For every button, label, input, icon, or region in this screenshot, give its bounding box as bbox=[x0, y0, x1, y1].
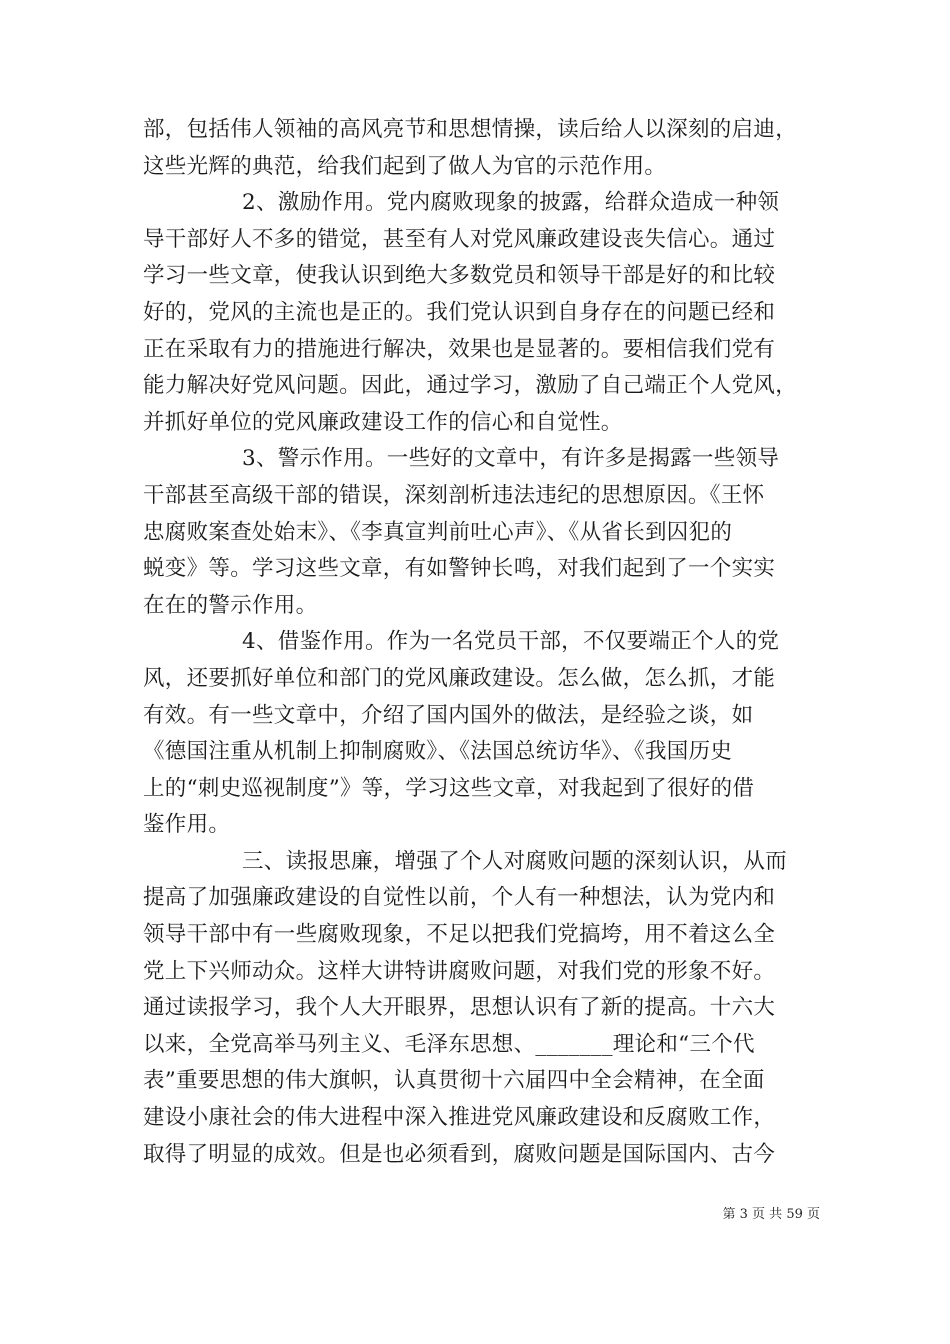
text-line: 提高了加强廉政建设的自觉性以前，个人有一种想法，认为党内和 bbox=[143, 885, 776, 911]
text-line: 有效。有一些文章中，介绍了国内国外的做法，是经验之谈，如 bbox=[143, 702, 754, 728]
text-line: 《德国注重从机制上抑制腐败》、《法国总统访华》、《我国历史 bbox=[143, 739, 733, 765]
text-line: 在在的警示作用。 bbox=[143, 592, 318, 618]
text-line: 4、借鉴作用。作为一名党员干部，不仅要端正个人的党 bbox=[242, 629, 780, 655]
text-line: 忠腐败案查处始末》、《李真宣判前吐心声》、《从省长到囚犯的 bbox=[143, 519, 733, 545]
text-line: 表”重要思想的伟大旗帜，认真贯彻十六届四中全会精神，在全面 bbox=[143, 1068, 765, 1094]
text-line: 以来，全党高举马列主义、毛泽东思想、_______理论和“三个代 bbox=[143, 1031, 755, 1057]
text-line: 取得了明显的成效。但是也必须看到，腐败问题是国际国内、古今 bbox=[143, 1141, 776, 1167]
text-line: 这些光辉的典范，给我们起到了做人为官的示范作用。 bbox=[143, 153, 667, 179]
text-line: 部，包括伟人领袖的高风亮节和思想情操，读后给人以深刻的启迪， bbox=[143, 117, 798, 142]
text-line: 建设小康社会的伟大进程中深入推进党风廉政建设和反腐败工作， bbox=[143, 1105, 776, 1131]
text-line: 好的，党风的主流也是正的。我们党认识到自身存在的问题已经和 bbox=[143, 299, 776, 325]
text-line: 干部甚至高级干部的错误，深刻剖析违法违纪的思想原因。《王怀 bbox=[143, 482, 765, 508]
text-line: 2、激励作用。党内腐败现象的披露，给群众造成一种领 bbox=[242, 190, 780, 216]
text-line: 领导干部中有一些腐败现象，不足以把我们党搞垮，用不着这么全 bbox=[143, 922, 776, 948]
text-line: 并抓好单位的党风廉政建设工作的信心和自觉性。 bbox=[143, 409, 623, 435]
body-text bbox=[143, 112, 823, 1173]
text-line: 正在采取有力的措施进行解决，效果也是显著的。要相信我们党有 bbox=[143, 336, 776, 362]
text-line: 党上下兴师动众。这样大讲特讲腐败问题，对我们党的形象不好。 bbox=[143, 958, 776, 984]
text-line: 3、警示作用。一些好的文章中，有许多是揭露一些领导 bbox=[242, 446, 780, 472]
text-line: 能力解决好党风问题。因此，通过学习，激励了自己端正个人党风， bbox=[143, 373, 798, 399]
text-line: 风，还要抓好单位和部门的党风廉政建设。怎么做，怎么抓，才能 bbox=[143, 665, 776, 691]
text-line: 上的“刺史巡视制度”》等，学习这些文章，对我起到了很好的借 bbox=[143, 775, 755, 801]
text-line: 三、读报思廉，增强了个人对腐败问题的深刻认识，从而 bbox=[242, 848, 788, 874]
text-line: 鉴作用。 bbox=[143, 812, 231, 838]
text-line: 蜕变》等。学习这些文章，有如警钟长鸣，对我们起到了一个实实 bbox=[143, 556, 776, 582]
text-line: 通过读报学习，我个人大开眼界，思想认识有了新的提高。十六大 bbox=[143, 995, 776, 1021]
text-line: 学习一些文章，使我认识到绝大多数党员和领导干部是好的和比较 bbox=[143, 263, 776, 289]
text-line: 导干部好人不多的错觉，甚至有人对党风廉政建设丧失信心。通过 bbox=[143, 226, 776, 252]
page-number: 第 3 页 共 59 页 bbox=[722, 1207, 820, 1222]
